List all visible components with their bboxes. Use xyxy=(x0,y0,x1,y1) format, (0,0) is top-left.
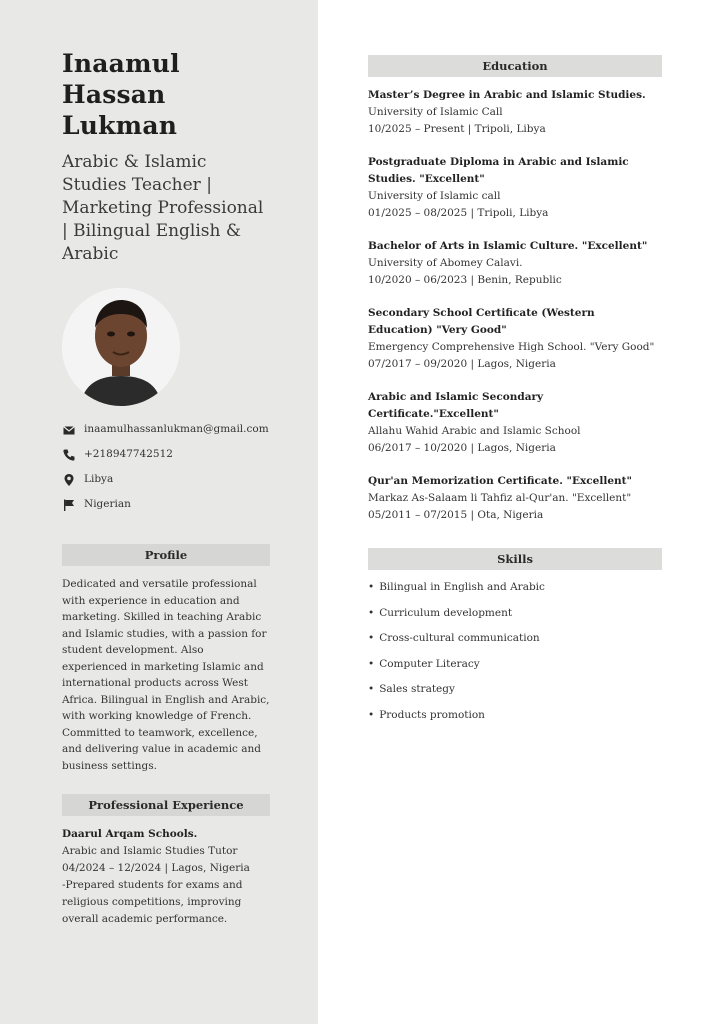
education-item xyxy=(368,154,662,222)
profile-photo-icon xyxy=(62,288,180,406)
phone-icon xyxy=(62,448,76,462)
education-item xyxy=(368,238,662,289)
profile-section xyxy=(62,544,270,774)
education-degree: Master’s Degree in Arabic and Islamic Studies. xyxy=(368,89,646,101)
education-school: Markaz As-Salaam li Tahfiz al-Qur'an. "Excellent" xyxy=(368,492,632,504)
education-degree: Bachelor of Arts in Islamic Culture. "Excellent" xyxy=(368,240,648,252)
job-dates: 04/2024 – 12/2024 | Lagos, Nigeria xyxy=(62,862,250,874)
contact-email xyxy=(62,422,270,437)
contact-nationality xyxy=(62,497,270,512)
education-dates: 05/2011 – 07/2015 | Ota, Nigeria xyxy=(368,509,544,521)
contact-phone xyxy=(62,447,270,462)
experience-heading: Professional Experience xyxy=(62,794,270,816)
education-school: University of Islamic call xyxy=(368,190,501,202)
skills-section xyxy=(368,548,662,722)
contact-location xyxy=(62,472,270,487)
location-text: Libya xyxy=(84,473,114,485)
education-dates: 10/2020 – 06/2023 | Benin, Republic xyxy=(368,274,562,286)
education-dates: 06/2017 – 10/2020 | Lagos, Nigeria xyxy=(368,442,556,454)
education-school: Emergency Comprehensive High School. "Very Good" xyxy=(368,341,655,353)
education-item xyxy=(368,87,662,138)
education-school: University of Abomey Calavi. xyxy=(368,257,523,269)
education-item xyxy=(368,389,662,457)
sidebar xyxy=(0,0,318,1024)
phone-text[interactable]: +218947742512 xyxy=(84,448,173,460)
job-employer: Daarul Arqam Schools. xyxy=(62,828,198,840)
education-dates: 10/2025 – Present | Tripoli, Libya xyxy=(368,123,546,135)
education-school: Allahu Wahid Arabic and Islamic School xyxy=(368,425,581,437)
skill-item: • Computer Literacy xyxy=(368,657,662,671)
candidate-name xyxy=(62,48,270,141)
education-degree: Qur'an Memorization Certificate. "Excellent" xyxy=(368,475,632,487)
skill-item: • Sales strategy xyxy=(368,682,662,696)
profile-heading: Profile xyxy=(62,544,270,566)
profile-summary: Dedicated and versatile professional with experience in education and marketing. Skilled in teaching Arabic and Islamic studies, with a passion for student development. Also experienced in marketing Islamic and international products across West Africa. Bilingual in English and Arabic, with working knowledge of French. Committed to teamwork, excellence, and delivering value in academic and business settings. xyxy=(62,578,270,772)
education-degree: Arabic and Islamic Secondary Certificate."Excellent" xyxy=(368,391,544,420)
education-dates: 01/2025 – 08/2025 | Tripoli, Libya xyxy=(368,207,549,219)
location-pin-icon xyxy=(62,473,76,487)
education-school: University of Islamic Call xyxy=(368,106,503,118)
education-dates: 07/2017 – 09/2020 | Lagos, Nigeria xyxy=(368,358,556,370)
avatar xyxy=(62,288,180,406)
flag-icon xyxy=(62,498,76,512)
headline: Arabic & Islamic Studies Teacher | Marketing Professional | Bilingual English & Arabic xyxy=(62,152,264,264)
contact-list xyxy=(62,422,270,512)
education-item xyxy=(368,473,662,524)
name-line-middle: Hassan xyxy=(62,80,166,109)
email-icon xyxy=(62,423,76,437)
skill-item: • Bilingual in English and Arabic xyxy=(368,580,662,594)
experience-section xyxy=(62,794,270,928)
job-role: Arabic and Islamic Studies Tutor xyxy=(62,845,238,857)
name-line-first: Inaamul xyxy=(62,49,180,78)
job-description: -Prepared students for exams and religious competitions, improving overall academic performance. xyxy=(62,879,243,925)
education-item xyxy=(368,305,662,373)
education-heading: Education xyxy=(368,55,662,77)
nationality-text: Nigerian xyxy=(84,498,131,510)
skills-list xyxy=(368,580,662,722)
education-degree: Postgraduate Diploma in Arabic and Islamic Studies. "Excellent" xyxy=(368,156,629,185)
email-text[interactable]: inaamulhassanlukman@gmail.com xyxy=(84,423,269,435)
skill-item: • Products promotion xyxy=(368,708,662,722)
skill-item: • Curriculum development xyxy=(368,606,662,620)
main-column xyxy=(318,0,724,1024)
education-degree: Secondary School Certificate (Western Education) "Very Good" xyxy=(368,307,595,336)
job-entry xyxy=(62,826,270,928)
name-line-last: Lukman xyxy=(62,111,178,140)
education-section xyxy=(368,55,662,524)
skill-item: • Cross-cultural communication xyxy=(368,631,662,645)
skills-heading: Skills xyxy=(368,548,662,570)
